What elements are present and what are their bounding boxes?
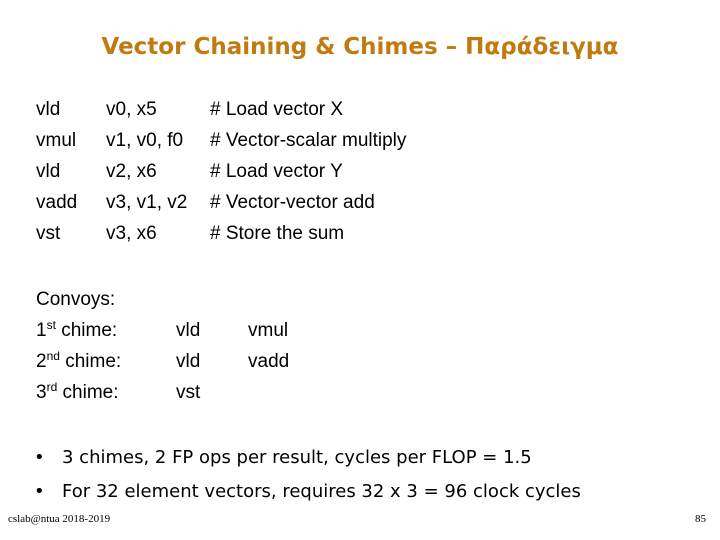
chime-word: chime: [65, 351, 122, 372]
code-opcode: vld [36, 161, 61, 182]
chime-number: 2 [36, 351, 47, 372]
code-operands: v3, v1, v2 [106, 192, 188, 213]
page-number: 85 [695, 513, 706, 525]
chime-instruction: vld [176, 320, 201, 341]
code-comment: # Vector-scalar multiply [210, 130, 407, 151]
chime-word: chime: [62, 382, 119, 403]
slide-title: Vector Chaining & Chimes – Παράδειγμα [101, 34, 619, 60]
chime-instruction: vst [176, 382, 201, 403]
chime-instruction: vadd [248, 351, 290, 372]
bullet-item [34, 478, 581, 506]
chime-label [36, 346, 121, 377]
bullet-text: 3 chimes, 2 FP ops per result, cycles per FLOP = 1.5 [62, 447, 532, 468]
footer-credit: cslab@ntua 2018-2019 [8, 513, 111, 525]
code-comment: # Vector-vector add [210, 192, 375, 213]
chime-ordinal: rd [46, 380, 58, 394]
bullet-text: For 32 element vectors, requires 32 x 3 = 96 clock cycles [62, 481, 581, 502]
code-opcode: vadd [36, 192, 78, 213]
code-operands: v1, v0, f0 [106, 130, 184, 151]
chime-ordinal: nd [46, 349, 60, 363]
chime-number: 1 [36, 320, 47, 341]
code-comment: # Store the sum [210, 223, 345, 244]
chime-ordinal: st [46, 318, 56, 332]
code-opcode: vmul [36, 130, 77, 151]
chime-instruction: vld [176, 351, 201, 372]
code-operands: v0, x5 [106, 99, 157, 120]
code-opcode: vst [36, 223, 61, 244]
chime-number: 3 [36, 382, 47, 403]
code-opcode: vld [36, 99, 61, 120]
chime-label [36, 315, 117, 346]
chime-instruction: vmul [248, 320, 289, 341]
code-operands: v2, x6 [106, 161, 157, 182]
convoys-heading: Convoys: [36, 289, 116, 310]
bullet-item [34, 444, 532, 472]
code-comment: # Load vector Y [210, 161, 343, 182]
chime-label [36, 377, 119, 408]
bullet-marker: • [34, 447, 45, 468]
code-comment: # Load vector X [210, 99, 344, 120]
chime-word: chime: [61, 320, 118, 341]
bullet-marker: • [34, 481, 45, 502]
code-operands: v3, x6 [106, 223, 157, 244]
